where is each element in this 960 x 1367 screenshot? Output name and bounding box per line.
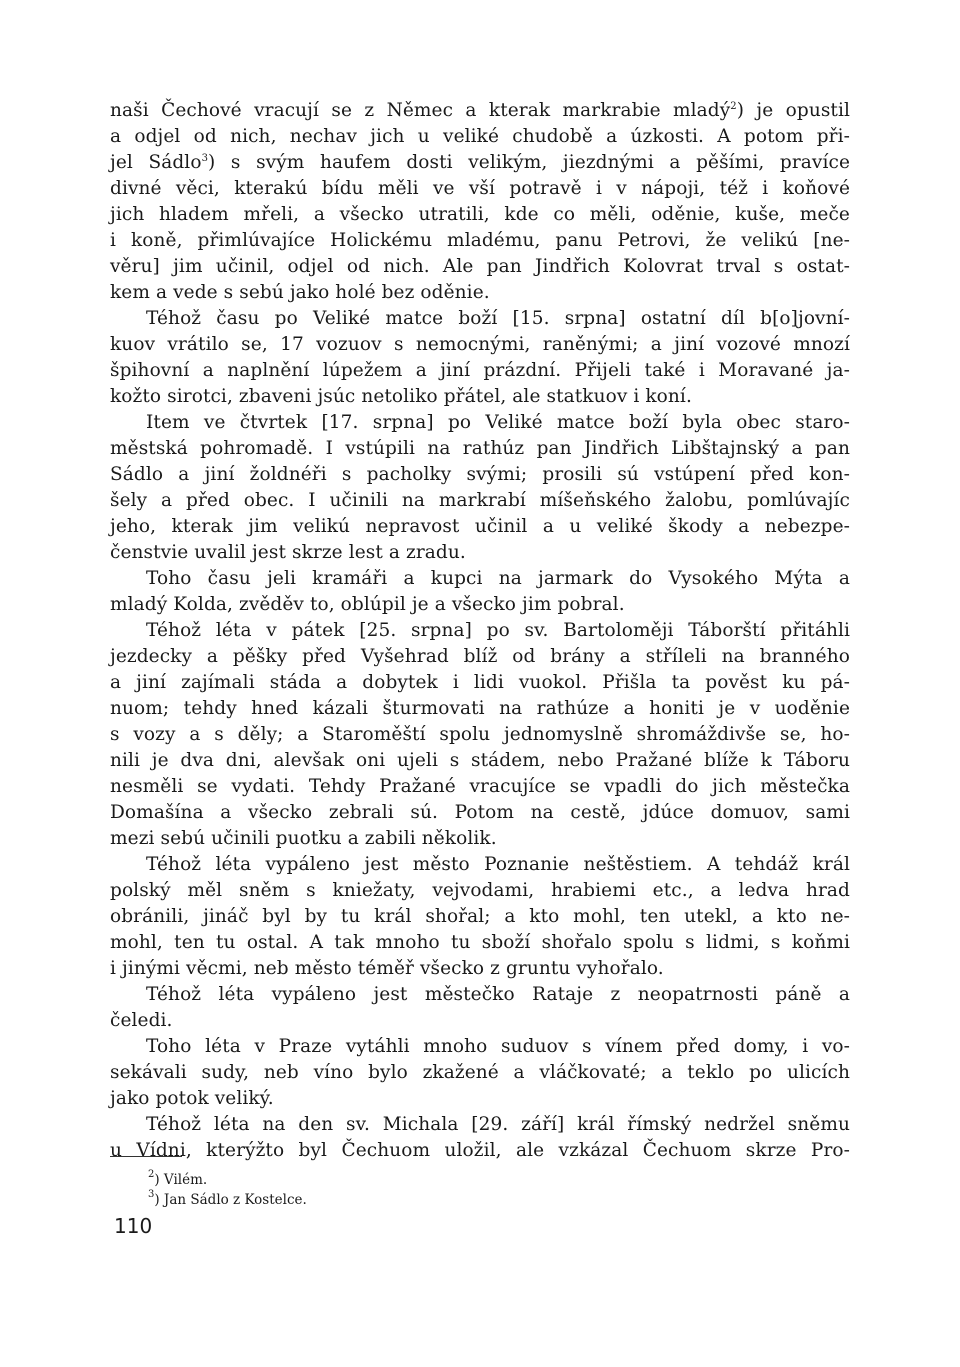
text-line-content: Domašína a všecko zebrali sú. Potom na cestě, jdúce domuov, sami bbox=[110, 802, 850, 823]
text-line bbox=[110, 644, 850, 670]
text-line bbox=[110, 280, 850, 306]
text-line bbox=[110, 826, 850, 852]
text-line-content: mezi sebú učinili puotku a zabili několik. bbox=[110, 828, 497, 849]
text-line bbox=[110, 462, 850, 488]
text-line-content: Téhož času po Veliké matce boží [15. srpna] ostatní díl b[o]jovní- bbox=[146, 308, 850, 329]
footnotes bbox=[148, 1170, 307, 1210]
text-line-continuation: ) je opustil bbox=[736, 100, 850, 121]
text-line-content: nesměli se vydati. Tehdy Pražané vracujíce se vpadli do jich městečka bbox=[110, 776, 850, 797]
text-line bbox=[110, 202, 850, 228]
text-line bbox=[110, 852, 850, 878]
text-line-content: naši Čechové vracují se z Němec a kterak markrabie mladý bbox=[110, 100, 731, 121]
text-line-content: nili je dva dni, alevšak oni ujeli s stádem, nebo Pražané blíže k Táboru bbox=[110, 750, 850, 771]
text-line bbox=[110, 930, 850, 956]
text-line-content: kem a vede s sebú jako holé bez oděnie. bbox=[110, 282, 490, 303]
text-line-content: jeho, kterak jim velikú nepravost učinil a u veliké škody a nebezpe- bbox=[110, 516, 850, 537]
text-line-content: a jiní zajímali stáda a dobytek i lidi vuokol. Přišla ta pověst ku pá- bbox=[110, 672, 850, 693]
text-line-content: Sádlo a jiní žoldnéři s pacholky svými; prosili sú vstúpení před kon- bbox=[110, 464, 850, 485]
page-number: 110 bbox=[114, 1214, 153, 1238]
text-line bbox=[110, 722, 850, 748]
body-text bbox=[110, 98, 850, 1164]
text-line bbox=[110, 384, 850, 410]
text-line bbox=[110, 982, 850, 1008]
text-line bbox=[110, 800, 850, 826]
text-line bbox=[110, 670, 850, 696]
text-line-content: čeledi. bbox=[110, 1010, 173, 1031]
text-line bbox=[110, 566, 850, 592]
text-line-content: Toho času jeli kramáři a kupci na jarmark do Vysokého Mýta a bbox=[146, 568, 850, 589]
text-line-content: s vozy a s děly; a Staroměští spolu jednomyslně shromáždivše se, ho- bbox=[110, 724, 850, 745]
text-line-content: mladý Kolda, zvěděv to, oblúpil je a všecko jim pobral. bbox=[110, 594, 625, 615]
text-line-content: i koně, přimlúvajíce Holickému mladému, panu Petrovi, že velikú [ne- bbox=[110, 230, 850, 251]
text-line-content: jezdecky a pěšky před Vyšehrad blíž od brány a stříleli na branného bbox=[110, 646, 850, 667]
text-line bbox=[110, 696, 850, 722]
text-line bbox=[110, 618, 850, 644]
text-line-content: Téhož léta vypáleno jest město Poznanie neštěstiem. A tehdáž král bbox=[146, 854, 850, 875]
text-line bbox=[110, 124, 850, 150]
text-line-content: jel Sádlo bbox=[110, 152, 202, 173]
text-line-content: obránili, jináč byl by tu král shořal; a kto mohl, ten utekl, a kto ne- bbox=[110, 906, 850, 927]
text-line-content: a odjel od nich, nechav jich u veliké chudobě a úzkosti. A potom při- bbox=[110, 126, 850, 147]
text-line-content: Toho léta v Praze vytáhli mnoho suduov s vínem před domy, i vo- bbox=[146, 1036, 850, 1057]
text-line-content: nuom; tehdy hned kázali šturmovati na rathúze a honiti je v uoděnie bbox=[110, 698, 850, 719]
text-line-content: jich hladem mřeli, a všecko utratili, kde co měli, oděnie, kuše, meče bbox=[110, 204, 850, 225]
text-line bbox=[110, 176, 850, 202]
text-line bbox=[110, 1138, 850, 1164]
text-line bbox=[110, 436, 850, 462]
text-line bbox=[110, 540, 850, 566]
text-line bbox=[110, 904, 850, 930]
text-line-content: Téhož léta v pátek [25. srpna] po sv. Bartoloměji Táborští přitáhli bbox=[146, 620, 850, 641]
text-line-content: mohl, ten tu ostal. A tak mnoho tu sboží shořalo spolu s lidmi, s koňmi bbox=[110, 932, 850, 953]
text-line-content: i jinými věcmi, neb město téměř všecko z gruntu vyhořalo. bbox=[110, 958, 664, 979]
footnote-mark: 3 bbox=[148, 1189, 155, 1200]
text-line-content: u Vídni, kterýžto byl Čechuom uložil, ale vzkázal Čechuom skrze Pro- bbox=[110, 1140, 850, 1161]
text-line bbox=[110, 774, 850, 800]
text-line bbox=[110, 592, 850, 618]
text-line-content: špihovní a naplnění lúpežem a jiní prázdní. Přijeli také i Moravané ja- bbox=[110, 360, 850, 381]
text-line-content: Téhož léta na den sv. Michala [29. září] král římský nedržel sněmu bbox=[146, 1114, 850, 1135]
text-line bbox=[110, 1060, 850, 1086]
text-line-content: Téhož léta vypáleno jest městečko Rataje z neopatrnosti páně a bbox=[146, 984, 850, 1005]
text-line-content: divné věci, kterakú bídu měli ve vší potravě i v nápoji, též i koňové bbox=[110, 178, 850, 199]
text-line-content: šely a před obec. I učinili na markrabí míšeňského žalobu, pomlúvajíc bbox=[110, 490, 850, 511]
text-line bbox=[110, 1008, 850, 1034]
text-line bbox=[110, 488, 850, 514]
text-line bbox=[110, 98, 850, 124]
text-line-content: kuov vrátilo se, 17 vozuov s nemocnými, raněnými; a jiní vozové mnozí bbox=[110, 334, 850, 355]
text-line bbox=[110, 306, 850, 332]
text-line-content: polský měl sněm s kniežaty, vejvodami, hrabiemi etc., a ledva hrad bbox=[110, 880, 850, 901]
footnote-item bbox=[148, 1190, 307, 1210]
text-line-content: čenstvie uvalil jest skrze lest a zradu. bbox=[110, 542, 466, 563]
text-line-content: kožto sirotci, zbaveni jsúc netoliko přátel, ale statkuov i koní. bbox=[110, 386, 692, 407]
footnote-mark: 2 bbox=[148, 1169, 155, 1180]
text-line bbox=[110, 514, 850, 540]
text-line-continuation: ) s svým haufem dosti velikým, jiezdnými a pěšími, pravíce bbox=[208, 152, 851, 173]
text-line bbox=[110, 332, 850, 358]
text-line bbox=[110, 254, 850, 280]
footnote-text: ) Vilém. bbox=[154, 1172, 208, 1188]
text-line bbox=[110, 1112, 850, 1138]
text-line-content: věru] jim učinil, odjel od nich. Ale pan Jindřich Kolovrat trval s ostat- bbox=[110, 256, 850, 277]
text-line-content: městská pohromadě. I vstúpili na rathúz pan Jindřich Libštajnský a pan bbox=[110, 438, 850, 459]
footnote-reference: 3 bbox=[201, 153, 209, 164]
text-line-content: jako potok veliký. bbox=[110, 1088, 274, 1109]
text-line bbox=[110, 1086, 850, 1112]
text-line-content: sekávali sudy, neb víno bylo zkažené a vláčkovaté; a teklo po ulicích bbox=[110, 1062, 850, 1083]
text-line bbox=[110, 748, 850, 774]
footnote-text: ) Jan Sádlo z Kostelce. bbox=[154, 1192, 307, 1208]
footnote-reference: 2 bbox=[730, 101, 737, 112]
footnote-item bbox=[148, 1170, 307, 1190]
text-line-content: Item ve čtvrtek [17. srpna] po Veliké matce boží byla obec staro- bbox=[146, 412, 850, 433]
text-line bbox=[110, 1034, 850, 1060]
text-line bbox=[110, 956, 850, 982]
text-line bbox=[110, 150, 850, 176]
footnote-separator bbox=[110, 1156, 182, 1157]
text-line bbox=[110, 878, 850, 904]
text-line bbox=[110, 358, 850, 384]
text-line bbox=[110, 228, 850, 254]
text-line bbox=[110, 410, 850, 436]
